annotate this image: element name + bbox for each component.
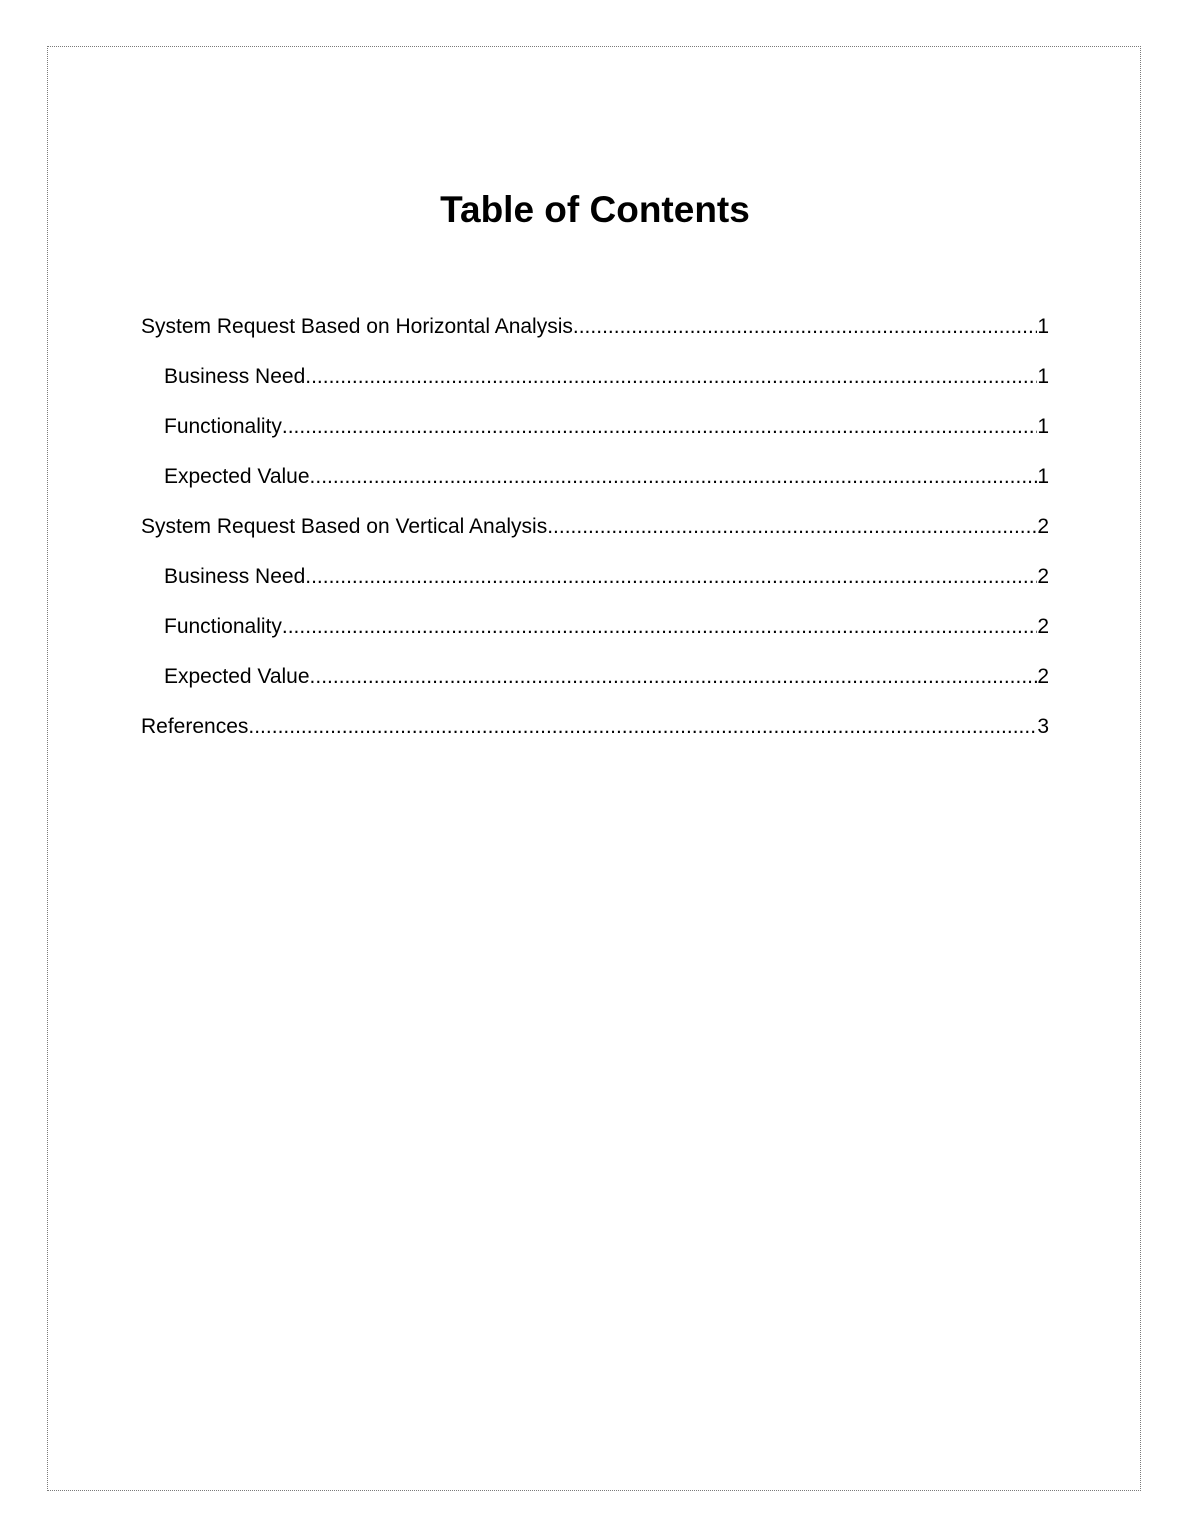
toc-page-number: 1	[1037, 415, 1049, 438]
toc-entry-functionality-2[interactable]	[141, 612, 1049, 662]
toc-entry-business-need-1[interactable]	[141, 362, 1049, 412]
toc-dot-leader	[547, 512, 1037, 542]
toc-page-number: 1	[1037, 365, 1049, 388]
toc-page-number: 1	[1037, 465, 1049, 488]
toc-entry-vertical-analysis[interactable]	[141, 512, 1049, 562]
toc-page-number: 2	[1037, 665, 1049, 688]
page-border	[47, 46, 1141, 1491]
page-title: Table of Contents	[440, 189, 750, 230]
toc-page-number: 3	[1037, 715, 1049, 738]
toc-entry-functionality-1[interactable]	[141, 412, 1049, 462]
toc-entry-label: System Request Based on Horizontal Analysis	[141, 315, 573, 338]
toc-entry-label: Functionality	[164, 415, 282, 438]
toc-page-number: 2	[1037, 565, 1049, 588]
toc-entry-references[interactable]	[141, 712, 1049, 762]
toc-entry-label: System Request Based on Vertical Analysis	[141, 515, 548, 538]
toc-entry-label: References	[141, 715, 249, 738]
toc-entry-business-need-2[interactable]	[141, 562, 1049, 612]
toc-dot-leader	[310, 462, 1038, 492]
toc-entry-expected-value-2[interactable]	[141, 662, 1049, 712]
toc-entry-label: Functionality	[164, 615, 282, 638]
table-of-contents	[141, 312, 1049, 762]
toc-entry-label: Business Need	[164, 565, 306, 588]
toc-dot-leader	[248, 712, 1037, 742]
toc-dot-leader	[573, 312, 1037, 342]
toc-entry-label: Expected Value	[164, 465, 310, 488]
toc-page-number: 2	[1037, 615, 1049, 638]
toc-entry-label: Expected Value	[164, 665, 310, 688]
toc-dot-leader	[305, 362, 1037, 392]
toc-dot-leader	[305, 562, 1037, 592]
toc-dot-leader	[310, 662, 1038, 692]
toc-entry-horizontal-analysis[interactable]	[141, 312, 1049, 362]
toc-dot-leader	[282, 412, 1037, 442]
toc-page-number: 1	[1037, 315, 1049, 338]
toc-entry-expected-value-1[interactable]	[141, 462, 1049, 512]
toc-entry-label: Business Need	[164, 365, 306, 388]
toc-dot-leader	[282, 612, 1037, 642]
toc-page-number: 2	[1037, 515, 1049, 538]
